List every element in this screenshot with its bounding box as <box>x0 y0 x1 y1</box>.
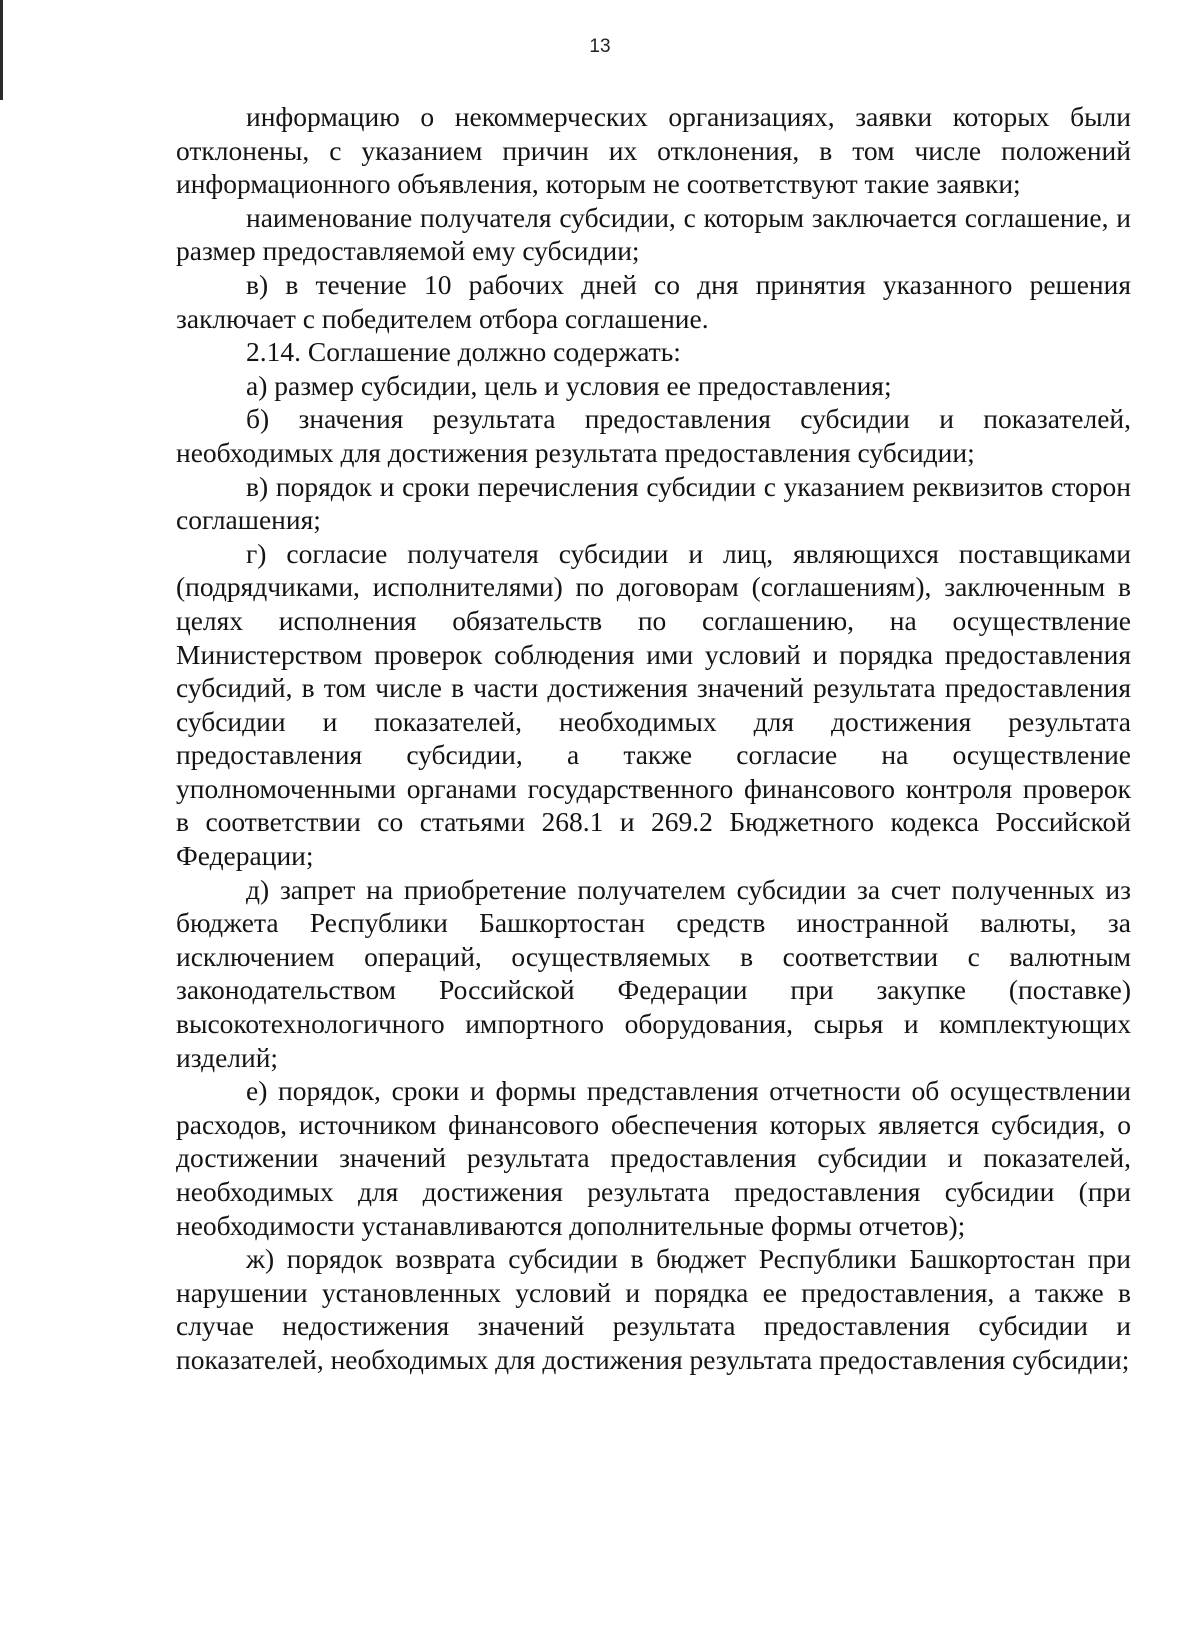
page-number: 13 <box>589 36 611 57</box>
paragraph-item-e: е) порядок, сроки и формы представления отчетности об осуществлении расходов, источником финансового обеспечения которых является субсидия, о достижении значений результата предоставления субсидии и показателей, необходимых для достижения результата предоставления субсидии (при необходимости устанавливаются дополнительные формы отчетов); <box>176 1075 1131 1241</box>
paragraph-item-v-agreement-term: в) в течение 10 рабочих дней со дня принятия указанного решения заключает с победителем отбора соглашение. <box>176 268 1131 334</box>
document-body <box>176 100 1131 1377</box>
paragraph-rejected-applications: информацию о некоммерческих организациях, заявки которых были отклонены, с указанием причин их отклонения, в том числе положений информационного объявления, которым не соответствуют такие заявки; <box>176 101 1131 200</box>
paragraph-recipient-name: наименование получателя субсидии, с которым заключается соглашение, и размер предоставляемой ему субсидии; <box>176 201 1131 267</box>
paragraph-section-2-14: 2.14. Соглашение должно содержать: <box>246 336 681 368</box>
paragraph-item-b: б) значения результата предоставления субсидии и показателей, необходимых для достижения результата предоставления субсидии; <box>176 403 1131 468</box>
paragraph-item-g: г) согласие получателя субсидии и лиц, являющихся поставщиками (подрядчиками, исполнителями) по договорам (соглашениям), заключенным в целях исполнения обязательств по соглашению, на осуществление Министерством проверок соблюдения ими условий и порядка предоставления субсидий, в том числе в части достижения значений результата предоставления субсидии и показателей, необходимых для достижения результата предоставления субсидии, а также согласие на осуществление уполномоченными органами государственного финансового контроля проверок в соответствии со статьями 268.1 и 269.2 Бюджетного кодекса Российской Федерации; <box>176 537 1131 872</box>
paragraph-item-zh: ж) порядок возврата субсидии в бюджет Республики Башкортостан при нарушении установленных условий и порядка ее предоставления, а также в случае недостижения значений результата предоставления субсидии и показателей, необходимых для достижения результата предоставления субсидии; <box>176 1243 1131 1375</box>
paragraph-item-v: в) порядок и сроки перечисления субсидии с указанием реквизитов сторон соглашения; <box>176 470 1131 536</box>
paragraph-item-a: а) размер субсидии, цель и условия ее предоставления; <box>246 369 892 401</box>
paragraph-item-d: д) запрет на приобретение получателем субсидии за счет полученных из бюджета Республики Башкортостан средств иностранной валюты, за исключением операций, осуществляемых в соответствии с валютным законодательством Российской Федерации при закупке (поставке) высокотехнологичного импортного оборудования, сырья и комплектующих изделий; <box>176 873 1131 1073</box>
